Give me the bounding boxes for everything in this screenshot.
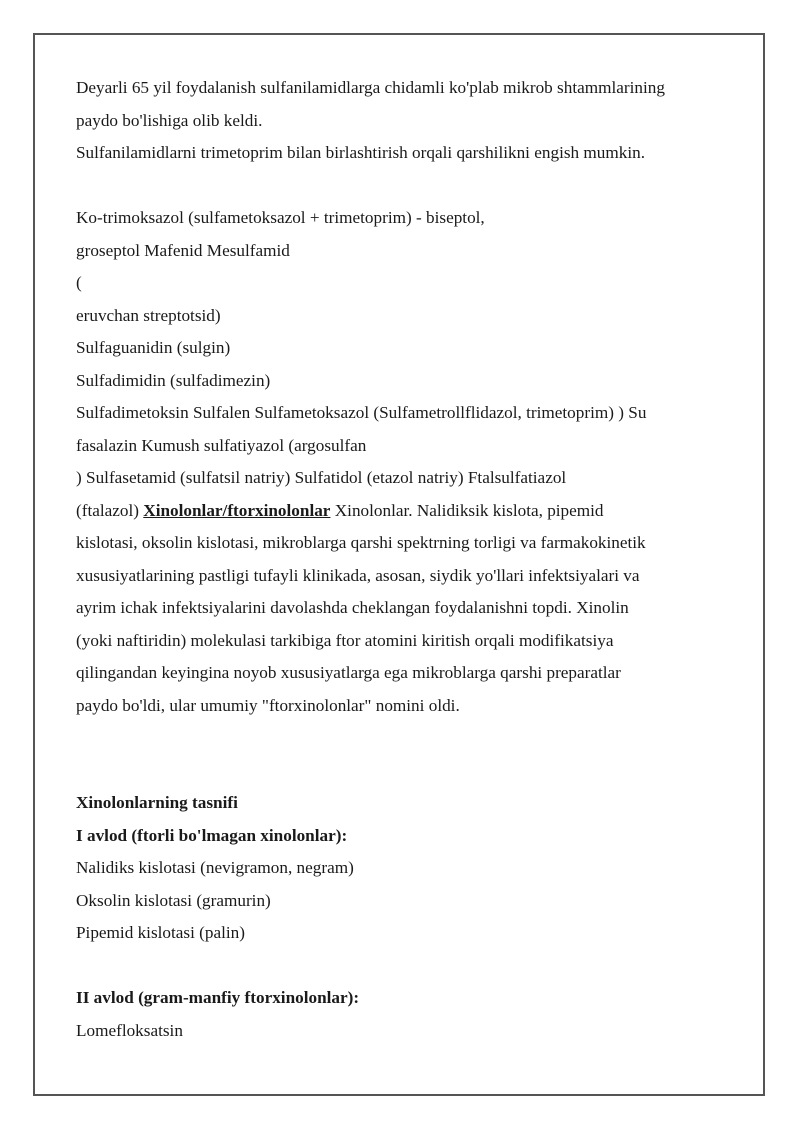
paragraph-line: kislotasi, oksolin kislotasi, mikroblarga qarshi spektrning torligi va farmakokinetik bbox=[76, 533, 646, 552]
xinolonlar-link[interactable]: Xinolonlar/ftorxinolonlar bbox=[143, 500, 331, 520]
paragraph-line: paydo bo'lishiga olib keldi. bbox=[76, 110, 263, 130]
paragraph-line: fasalazin Kumush sulfatiyazol (argosulfan bbox=[76, 435, 367, 455]
paragraph-text: Xinolonlar. Nalidiksik kislota, pipemid bbox=[330, 500, 604, 520]
paragraph-text: (ftalazol) bbox=[76, 500, 144, 520]
paragraph-line: eruvchan streptotsid) bbox=[76, 305, 221, 325]
document-body bbox=[76, 72, 736, 1047]
paragraph-line: Sulfadimetoksin Sulfalen Sulfametoksazol (Sulfametrollflidazol, trimetoprim) ) Su bbox=[76, 403, 647, 422]
paragraph-line: (yoki naftiridin) molekulasi tarkibiga ftor atomini kiritish orqali modifikatsiya bbox=[76, 630, 614, 650]
paragraph-line: qilingandan keyingina noyob xususiyatlarga ega mikroblarga qarshi preparatlar bbox=[76, 663, 621, 682]
paragraph-line: ) Sulfasetamid (sulfatsil natriy) Sulfatidol (etazol natriy) Ftalsulfatiazol bbox=[76, 468, 567, 487]
blank-line bbox=[76, 722, 736, 755]
paragraph-line: Deyarli 65 yil foydalanish sulfanilamidlarga chidamli ko'plab mikrob shtammlarining bbox=[76, 78, 665, 97]
paragraph-line: ayrim ichak infektsiyalarini davolashda cheklangan foydalanishni topdi. Xinolin bbox=[76, 598, 629, 617]
section-heading: Xinolonlarning tasnifi bbox=[76, 793, 238, 812]
paragraph-line bbox=[76, 495, 736, 528]
paragraph-line: Sulfaguanidin (sulgin) bbox=[76, 338, 231, 357]
paragraph-line: xususiyatlarining pastligi tufayli klinikada, asosan, siydik yo'llari infektsiyalari va bbox=[76, 565, 640, 585]
paragraph-line: ( bbox=[76, 273, 82, 292]
paragraph-line: paydo bo'ldi, ular umumiy "ftorxinolonlar" nomini oldi. bbox=[76, 695, 460, 715]
paragraph-line: groseptol Mafenid Mesulfamid bbox=[76, 240, 290, 260]
list-item: Lomefloksatsin bbox=[76, 1020, 183, 1040]
blank-line bbox=[76, 170, 736, 203]
paragraph-line: Sulfadimidin (sulfadimezin) bbox=[76, 370, 271, 390]
blank-line bbox=[76, 950, 736, 983]
generation-2-heading: II avlod (gram-manfiy ftorxinolonlar): bbox=[76, 988, 360, 1007]
paragraph-line: Ko-trimoksazol (sulfametoksazol + trimetoprim) - biseptol, bbox=[76, 208, 485, 227]
generation-1-heading: I avlod (ftorli bo'lmagan xinolonlar): bbox=[76, 825, 348, 845]
blank-line bbox=[76, 755, 736, 788]
list-item: Oksolin kislotasi (gramurin) bbox=[76, 890, 271, 910]
list-item: Pipemid kislotasi (palin) bbox=[76, 923, 245, 942]
paragraph-line: Sulfanilamidlarni trimetoprim bilan birlashtirish orqali qarshilikni engish mumkin. bbox=[76, 143, 646, 162]
list-item: Nalidiks kislotasi (nevigramon, negram) bbox=[76, 858, 354, 877]
